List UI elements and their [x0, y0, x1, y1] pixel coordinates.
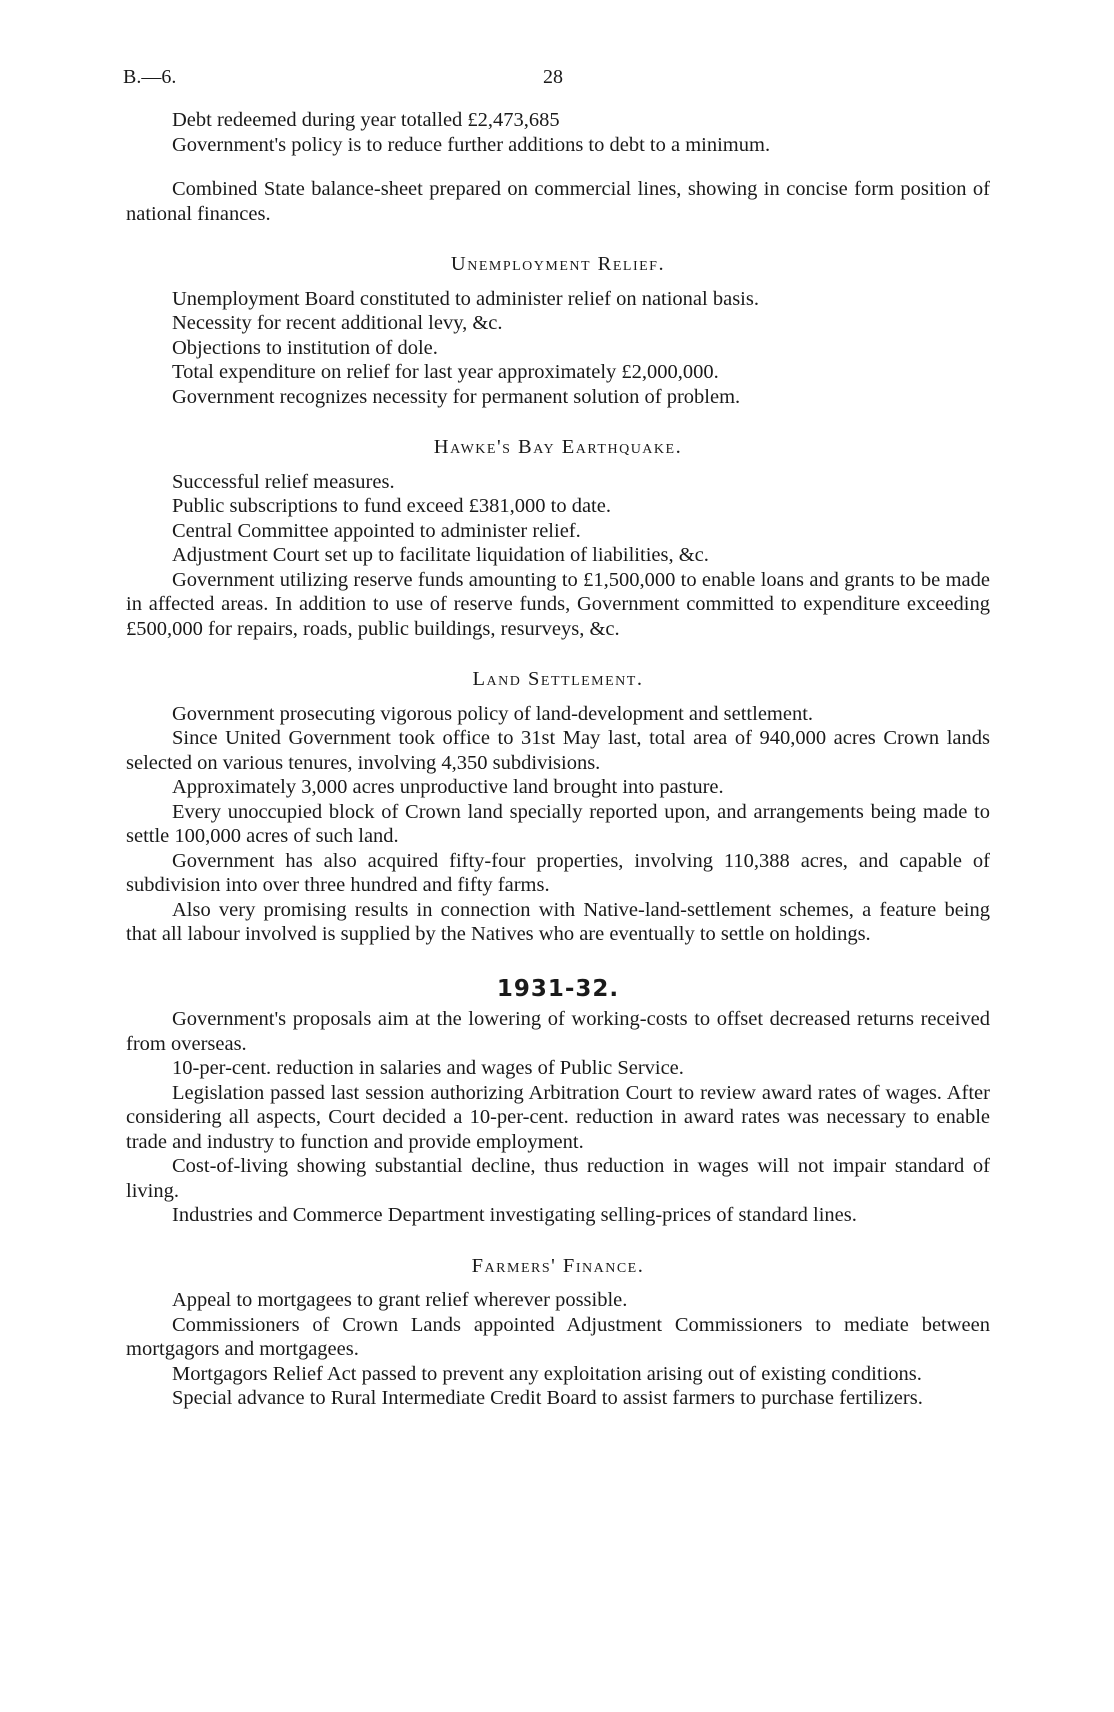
section-heading-farmers-finance: Farmers' Finance.	[471, 1254, 645, 1277]
page-number: 28	[543, 66, 563, 88]
document-reference: B.—6.	[123, 66, 177, 88]
paragraph: Objections to institution of dole.	[172, 336, 438, 359]
paragraph: Appeal to mortgagees to grant relief wherever possible.	[172, 1289, 628, 1311]
paragraph: Government prosecuting vigorous policy of land-development and settlement.	[172, 702, 814, 725]
paragraph: Successful relief measures.	[172, 470, 395, 493]
paragraph: Mortgagors Relief Act passed to prevent any exploitation arising out of existing conditions.	[172, 1362, 922, 1385]
year-heading: 1931-32.	[496, 975, 620, 1002]
paragraph: Combined State balance-sheet prepared on commercial lines, showing in concise form position of national finances.	[126, 178, 990, 225]
paragraph: Public subscriptions to fund exceed £381,000 to date.	[172, 495, 611, 517]
paragraph: Necessity for recent additional levy, &c.	[172, 312, 503, 334]
paragraph: Central Committee appointed to administer relief.	[172, 519, 581, 542]
paragraph: Adjustment Court set up to facilitate liquidation of liabilities, &c.	[172, 544, 709, 566]
paragraph: Legislation passed last session authorizing Arbitration Court to review award rates of wages. After considering all aspects, Court decided a 10-per-cent. reduction in award rates was necessary to enable trade and industry to function and provide employment.	[126, 1081, 990, 1153]
paragraph: Since United Government took office to 31st May last, total area of 940,000 acres Crown lands selected on various tenures, involving 4,350 subdivisions.	[126, 727, 990, 774]
paragraph: Special advance to Rural Intermediate Credit Board to assist farmers to purchase fertilizers.	[172, 1387, 923, 1409]
paragraph: Government utilizing reserve funds amounting to £1,500,000 to enable loans and grants to be made in affected areas. In addition to use of reserve funds, Government committed to expenditure exceeding £500,000 for repairs, roads, public buildings, resurveys, &c.	[126, 568, 990, 640]
paragraph: Industries and Commerce Department investigating selling-prices of standard lines.	[172, 1204, 857, 1226]
paragraph: Cost-of-living showing substantial decline, thus reduction in wages will not impair standard of living.	[126, 1155, 990, 1202]
paragraph: Unemployment Board constituted to administer relief on national basis.	[172, 287, 759, 310]
section-heading-land-settlement: Land Settlement.	[472, 668, 644, 690]
section-heading-unemployment-relief: Unemployment Relief.	[450, 253, 666, 275]
paragraph: Debt redeemed during year totalled £2,473,685	[172, 109, 560, 131]
page-header	[123, 66, 993, 96]
paragraph: Government's policy is to reduce further additions to debt to a minimum.	[172, 133, 771, 156]
paragraph: Government has also acquired fifty-four properties, involving 110,388 acres, and capable of subdivision into over three hundred and fifty farms.	[126, 849, 990, 896]
paragraph: Government recognizes necessity for permanent solution of problem.	[172, 385, 741, 408]
paragraph: Every unoccupied block of Crown land specially reported upon, and arrangements being made to settle 100,000 acres of such land.	[126, 800, 990, 847]
paragraph: Total expenditure on relief for last year approximately £2,000,000.	[172, 361, 719, 383]
paragraph: Government's proposals aim at the lowering of working-costs to offset decreased returns received from overseas.	[126, 1008, 990, 1055]
paragraph: Commissioners of Crown Lands appointed Adjustment Commissioners to mediate between mortgagors and mortgagees.	[126, 1313, 990, 1360]
page-body	[126, 108, 990, 1411]
paragraph: 10-per-cent. reduction in salaries and wages of Public Service.	[172, 1057, 684, 1079]
paragraph: Also very promising results in connection with Native-land-settlement schemes, a feature being that all labour involved is supplied by the Natives who are eventually to settle on holdings.	[126, 898, 990, 945]
section-heading-hawkes-bay-earthquake: Hawke's Bay Earthquake.	[433, 436, 683, 458]
paragraph: Approximately 3,000 acres unproductive land brought into pasture.	[172, 776, 724, 798]
